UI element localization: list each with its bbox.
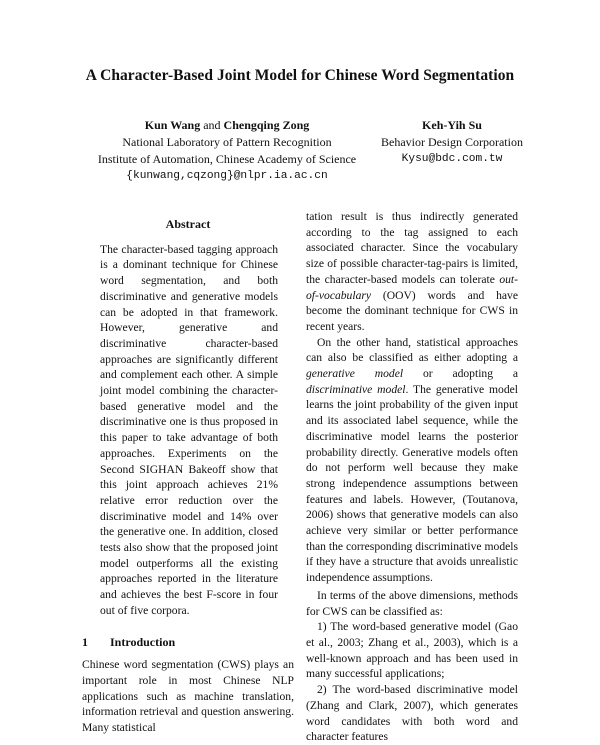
emphasis: discriminative model: [306, 382, 406, 396]
emphasis: generative model: [306, 367, 404, 381]
author-email: Kysu@bdc.com.tw: [401, 153, 503, 165]
affiliation-line: National Laboratory of Pattern Recognition: [122, 135, 332, 149]
author-block-left: [72, 117, 382, 185]
section-number: 1: [82, 634, 88, 649]
author-name: Keh-Yih Su: [422, 118, 482, 132]
body-paragraph: On the other hand, statistical approaches can also be classified as either adopting a generative model or adopting a discriminative model. The generative model learns the joint probability of the given input and its associated label sequence, while the discriminative model learns the posterior probability directly. Generative models often do not perform well because they make strong independence assumptions between features and labels. However, (Toutanova, 2006) shows that generative models can also achieve very similar or better performance than the corresponding discriminative models if they have a structure that avoids unrealistic independence assumptions.: [306, 335, 519, 585]
author-email: {kunwang,cqzong}@nlpr.ia.ac.cn: [126, 170, 328, 182]
author-names-left: [72, 117, 382, 134]
emphasis: out-of-vocabulary: [306, 272, 518, 302]
section-heading-introduction: [82, 635, 294, 651]
author-name: Kun Wang: [144, 118, 201, 132]
list-item: 1) The word-based generative model (Gao et al., 2003; Zhang et al., 2003), which is a well-known approach and has been used in many successful applications;: [306, 620, 518, 681]
left-column: [82, 217, 294, 736]
abstract-text: The character-based tagging approach is a dominant technique for Chinese word segmentation, and both discriminative and generative models can be adopted in that framework. However, generative and discriminative character-based approaches are significantly different and complement each other. A simple joint model combining the character-based generative model and the discriminative one is thus proposed in this paper to take advantage of both approaches. Experiments on the Second SIGHAN Bakeoff show that this joint approach achieves 21% relative error reduction over the discriminative model and 14% over the generative one. In addition, closed tests also show that the proposed joint model outperforms all the existing approaches reported in the literature and achieves the best F-score in four out of five corpora.: [100, 242, 278, 617]
paper-title: A Character-Based Joint Model for Chinese Word Segmentation: [85, 67, 515, 84]
affiliation-line: Behavior Design Corporation: [381, 135, 523, 149]
right-column: [306, 209, 518, 745]
abstract-heading: Abstract: [165, 217, 211, 231]
author-conjunction: and: [203, 118, 221, 132]
author-name: Chengqing Zong: [223, 118, 310, 132]
body-paragraph: tation result is thus indirectly generated according to the tag assigned to each associated character. Since the vocabulary size of possible character-tag-pairs is limited, the character-based models can tolerate out-of-vocabulary (OOV) words and have become the dominant technique for CWS in recent years.: [306, 210, 518, 333]
body-paragraph: In terms of the above dimensions, methods for CWS can be classified as:: [306, 588, 518, 618]
intro-paragraph: Chinese word segmentation (CWS) plays an important role in most Chinese NLP applications such as machine translation, information retrieval and question answering. Many statistical: [82, 658, 294, 735]
section-title: Introduction: [110, 634, 176, 649]
affiliation-line: Institute of Automation, Chinese Academy of Science: [97, 152, 357, 166]
list-item: 2) The word-based discriminative model (Zhang and Clark, 2007), which generates word candidates with both word and character features: [306, 683, 518, 744]
author-block-right: [352, 117, 552, 168]
